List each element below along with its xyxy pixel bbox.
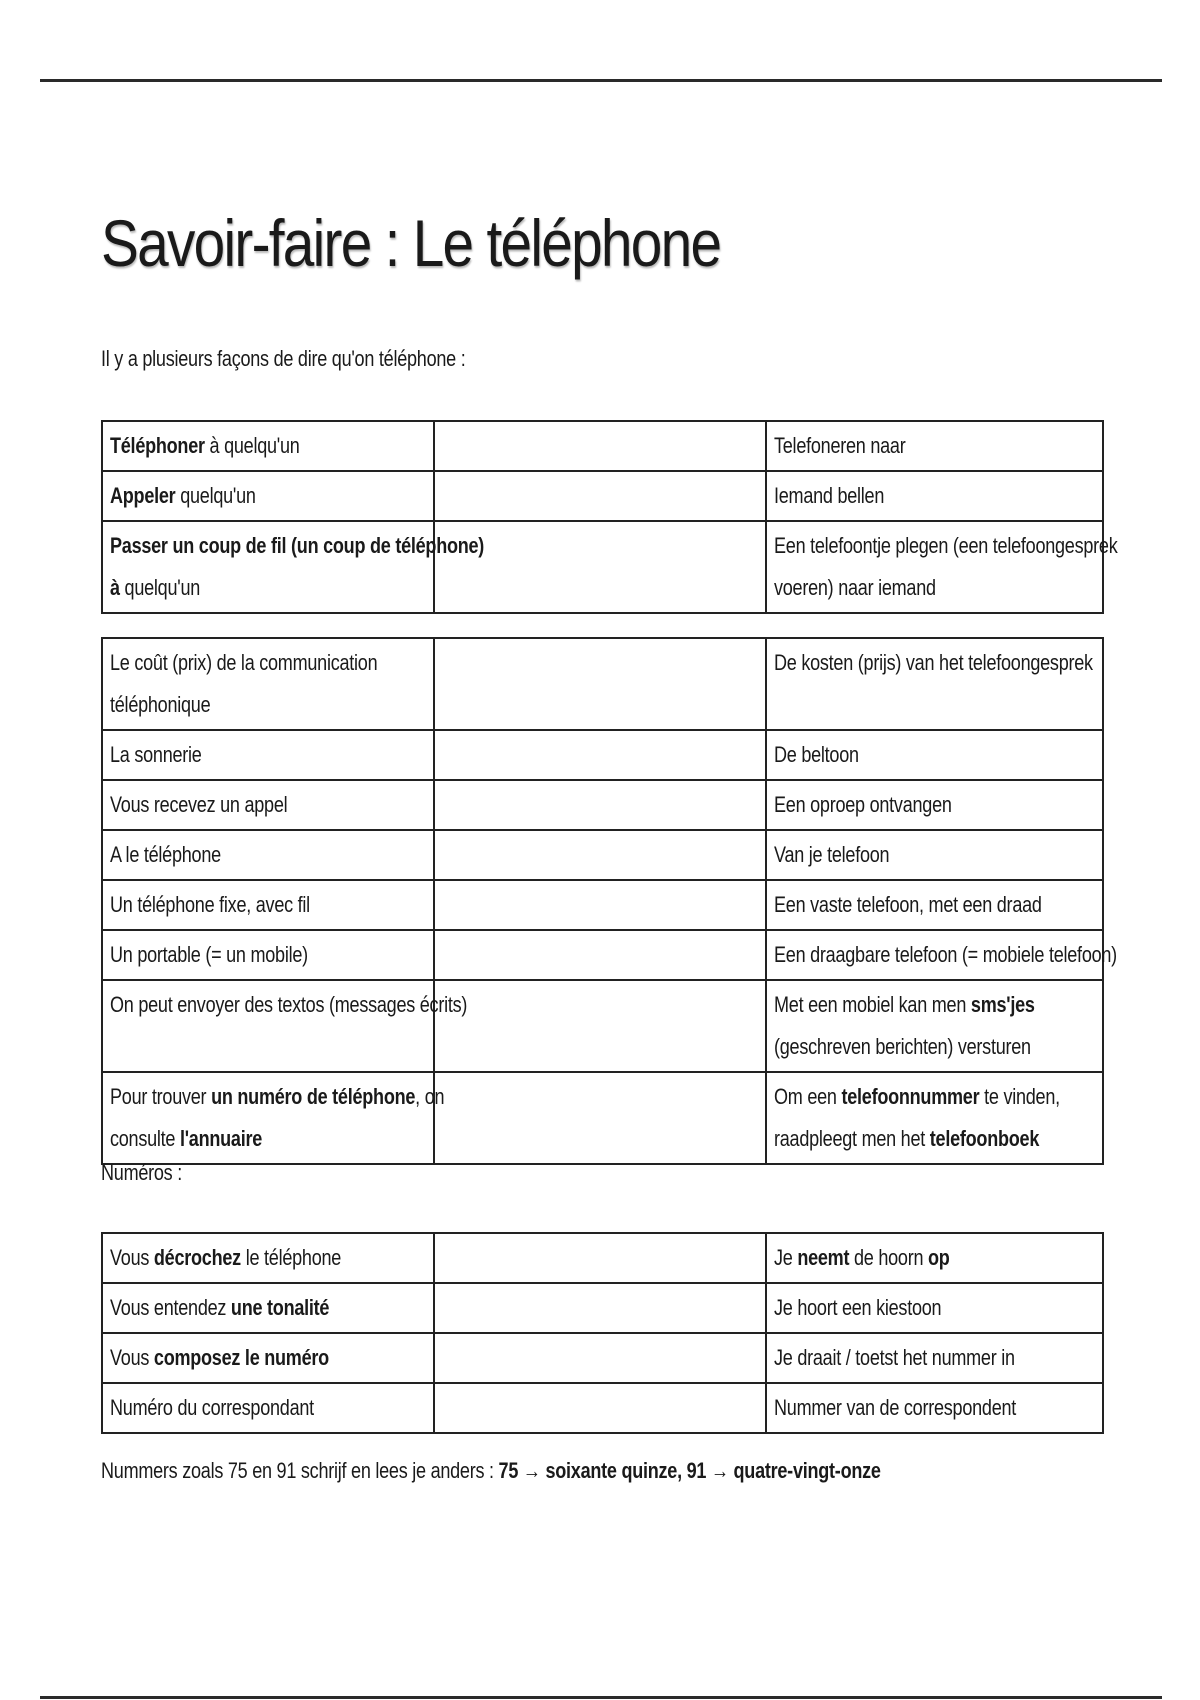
dutch-cell — [766, 830, 1103, 880]
dutch-cell — [766, 1233, 1103, 1283]
dutch-cell — [766, 471, 1103, 521]
table-row — [102, 780, 1103, 830]
blank-cell — [434, 1333, 766, 1383]
text: Om een — [774, 1084, 842, 1109]
french-cell — [102, 980, 468, 1072]
blank-cell — [434, 880, 766, 930]
cell-line — [110, 884, 310, 926]
cell-line — [774, 934, 1117, 976]
dutch-cell — [766, 930, 1117, 980]
cell-line — [774, 984, 1035, 1026]
french-cell — [102, 930, 434, 980]
vocab-table-numbers — [101, 1232, 1104, 1434]
page-title: Savoir-faire : Le téléphone — [101, 206, 721, 280]
blank-cell — [434, 638, 766, 730]
table-row — [102, 730, 1103, 780]
vocab-table-phone — [101, 637, 1117, 1165]
numeros-label: Numéros : — [101, 1160, 183, 1185]
intro-text: Il y a plusieurs façons de dire qu'on téléphone : — [101, 346, 466, 371]
text: Een oproep ontvangen — [774, 792, 952, 817]
cell-line — [110, 684, 210, 726]
footer-note — [101, 1458, 881, 1484]
cell-line — [774, 1076, 1060, 1118]
french-cell — [102, 730, 434, 780]
table-row — [102, 1283, 1103, 1333]
cell-line — [110, 1337, 329, 1379]
bottom-rule — [40, 1696, 1162, 1699]
table-row — [102, 880, 1103, 930]
french-cell — [102, 1233, 434, 1283]
footer-text: Nummers zoals 75 en 91 schrijf en lees je anders : — [101, 1458, 499, 1483]
blank-cell — [434, 930, 766, 980]
blank-cell — [434, 780, 766, 830]
cell-line — [110, 984, 467, 1026]
text: Je draait / toetst het nummer in — [774, 1345, 1015, 1370]
blank-cell — [434, 471, 766, 521]
text: Vous — [110, 1245, 154, 1270]
cell-line — [110, 1387, 314, 1429]
cell-line — [774, 525, 1117, 567]
table-row — [102, 1383, 1103, 1433]
bold-text: décrochez — [153, 1245, 241, 1270]
cell-line — [774, 475, 884, 517]
french-cell — [102, 1283, 434, 1333]
text: de hoorn — [849, 1245, 929, 1270]
text: à quelqu'un — [204, 433, 300, 458]
text: Un téléphone fixe, avec fil — [110, 892, 310, 917]
text: Een draagbare telefoon (= mobiele telefoon) — [774, 942, 1117, 967]
bold-text: une tonalité — [230, 1295, 330, 1320]
french-cell — [102, 1072, 445, 1164]
blank-cell — [434, 1233, 766, 1283]
cell-line — [774, 567, 936, 609]
text: Een telefoontje plegen (een telefoongesprek — [774, 533, 1118, 558]
text: De kosten (prijs) van het telefoongesprek — [774, 650, 1093, 675]
text: téléphonique — [110, 692, 211, 717]
cell-line — [774, 884, 1042, 926]
cell-line — [110, 834, 221, 876]
bold-text: à — [110, 575, 120, 600]
cell-line — [110, 784, 287, 826]
text: La sonnerie — [110, 742, 202, 767]
text: Un portable (= un mobile) — [110, 942, 308, 967]
text: Je — [774, 1245, 798, 1270]
bold-text: telefoonnummer — [841, 1084, 980, 1109]
dutch-cell — [766, 1072, 1103, 1164]
text: Nummer van de correspondent — [774, 1395, 1017, 1420]
text: Met een mobiel kan men — [774, 992, 971, 1017]
cell-line — [774, 642, 1093, 684]
blank-cell — [434, 1383, 766, 1433]
bold-text: telefoonboek — [929, 1126, 1040, 1151]
vocab-table-ways — [101, 420, 1118, 614]
table-row — [102, 1333, 1103, 1383]
table-row — [102, 980, 1103, 1072]
text: Le coût (prix) de la communication — [110, 650, 378, 675]
cell-line — [110, 642, 377, 684]
text: Vous recevez un appel — [110, 792, 288, 817]
bold-text: sms'jes — [970, 992, 1035, 1017]
text: De beltoon — [774, 742, 859, 767]
cell-line — [110, 567, 200, 609]
table-row — [102, 471, 1103, 521]
text: On peut envoyer des textos (messages écrits) — [110, 992, 468, 1017]
french-cell — [102, 471, 434, 521]
footer-example: 75 → soixante quinze, 91 → quatre-vingt-onze — [498, 1458, 881, 1483]
cell-line — [110, 1287, 329, 1329]
bold-text: l'annuaire — [179, 1126, 263, 1151]
dutch-cell — [766, 1383, 1103, 1433]
text: raadpleegt men het — [774, 1126, 930, 1151]
top-rule — [40, 79, 1162, 82]
blank-cell — [434, 1283, 766, 1333]
bold-text: composez le numéro — [153, 1345, 329, 1370]
french-cell — [102, 880, 434, 930]
dutch-cell — [766, 780, 1103, 830]
french-cell — [102, 1333, 434, 1383]
text: quelqu'un — [175, 483, 256, 508]
dutch-cell — [766, 638, 1103, 730]
cell-line — [774, 425, 905, 467]
table-row — [102, 1233, 1103, 1283]
bold-text: neemt — [797, 1245, 850, 1270]
text: Telefoneren naar — [774, 433, 906, 458]
blank-cell — [434, 421, 766, 471]
dutch-cell — [766, 421, 1103, 471]
dutch-cell — [766, 1333, 1103, 1383]
text: Numéro du correspondant — [110, 1395, 314, 1420]
text: Vous entendez — [110, 1295, 231, 1320]
cell-line — [774, 834, 889, 876]
cell-line — [110, 425, 300, 467]
table-row — [102, 421, 1103, 471]
french-cell — [102, 421, 434, 471]
cell-line — [110, 1076, 444, 1118]
cell-line — [110, 1118, 262, 1160]
table-row — [102, 521, 1103, 613]
cell-line — [110, 934, 308, 976]
table-row — [102, 1072, 1103, 1164]
bold-text: un numéro de téléphone — [211, 1084, 416, 1109]
table-row — [102, 930, 1103, 980]
table-row — [102, 830, 1103, 880]
cell-line — [110, 734, 202, 776]
bold-text: Appeler — [110, 483, 176, 508]
bold-text: op — [928, 1245, 950, 1270]
text: Pour trouver — [110, 1084, 212, 1109]
text: (geschreven berichten) versturen — [774, 1034, 1031, 1059]
cell-line — [774, 1237, 950, 1279]
dutch-cell — [766, 730, 1103, 780]
cell-line — [774, 1337, 1015, 1379]
cell-line — [774, 1287, 941, 1329]
cell-line — [774, 1026, 1031, 1068]
cell-line — [110, 1237, 341, 1279]
cell-line — [774, 734, 859, 776]
text: consulte — [110, 1126, 180, 1151]
french-cell — [102, 1383, 434, 1433]
text: Een vaste telefoon, met een draad — [774, 892, 1042, 917]
french-cell — [102, 521, 485, 613]
blank-cell — [434, 1072, 766, 1164]
cell-line — [110, 525, 484, 567]
text: Je hoort een kiestoon — [774, 1295, 942, 1320]
bold-text: Passer un coup de fil (un coup de téléphone) — [110, 533, 485, 558]
bold-text: Téléphoner — [110, 433, 205, 458]
dutch-cell — [766, 880, 1103, 930]
text: quelqu'un — [119, 575, 201, 600]
text: voeren) naar iemand — [774, 575, 936, 600]
dutch-cell — [766, 521, 1118, 613]
french-cell — [102, 780, 434, 830]
dutch-cell — [766, 980, 1103, 1072]
french-cell — [102, 638, 434, 730]
text: , on — [415, 1084, 445, 1109]
blank-cell — [434, 830, 766, 880]
blank-cell — [434, 730, 766, 780]
cell-line — [774, 784, 952, 826]
text: A le téléphone — [110, 842, 221, 867]
blank-cell — [434, 980, 766, 1072]
french-cell — [102, 830, 434, 880]
cell-line — [774, 1387, 1016, 1429]
text: Vous — [110, 1345, 154, 1370]
text: Iemand bellen — [774, 483, 885, 508]
text: te vinden, — [979, 1084, 1060, 1109]
text: le téléphone — [240, 1245, 342, 1270]
text: Van je telefoon — [774, 842, 890, 867]
dutch-cell — [766, 1283, 1103, 1333]
cell-line — [110, 475, 256, 517]
table-row — [102, 638, 1103, 730]
cell-line — [774, 1118, 1039, 1160]
